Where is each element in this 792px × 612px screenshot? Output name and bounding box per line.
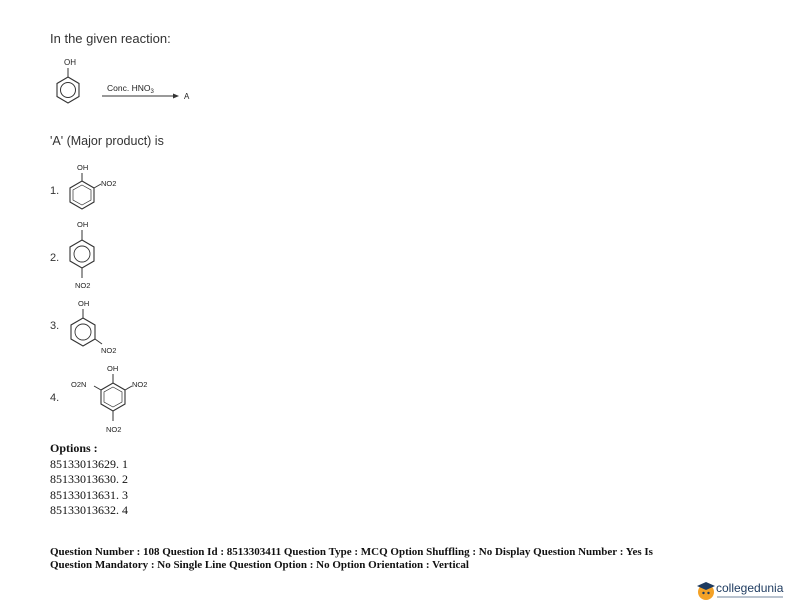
meta-line-2: Question Mandatory : No Single Line Question Option : No Option Orientation : Vertical: [50, 559, 469, 571]
option-item: 85133013630. 2: [50, 472, 128, 486]
choice-2-number: 2.: [50, 252, 60, 264]
reagent-label: Conc. $HNO_3$: [107, 83, 154, 95]
choice-1-structure: [60, 160, 140, 222]
question-meta: [50, 546, 750, 572]
option-item: 85133013629. 1: [50, 456, 128, 471]
reaction-diagram: [40, 55, 220, 125]
collegedunia-logo-icon: [695, 579, 717, 603]
choice-4-no2-right-label: NO2: [132, 380, 148, 389]
meta-line-1: Question Number : 108 Question Id : 8513303411 Question Type : MCQ Option Shuffling : No Display Question Number : Yes Is: [50, 546, 653, 558]
choice-4-o2n-label: O2N: [71, 380, 87, 389]
reactant-oh-label: OH: [64, 58, 76, 67]
choice-4-no2-bottom-label: NO2: [106, 425, 122, 434]
choice-4-number: 4.: [50, 392, 60, 404]
reactant-ring-circle: [61, 83, 76, 98]
arrow-head: [173, 94, 179, 99]
collegedunia-logo-text: collegedunia: [716, 581, 784, 595]
choice-3-oh-label: OH: [78, 299, 90, 308]
choice-1-oh-label: OH: [77, 163, 89, 172]
question-text: In the given reaction:: [50, 31, 171, 46]
choice-3-structure: [60, 296, 150, 358]
choice-4-structure: [60, 360, 180, 440]
choice-2-no2-label: NO2: [75, 281, 91, 290]
product-label: A: [184, 92, 190, 101]
option-item: 85133013631. 3: [50, 487, 128, 502]
option-item: 85133013632. 4: [50, 503, 128, 517]
choice-1-no2-label: NO2: [101, 179, 117, 188]
options-list: [50, 441, 128, 519]
logo-tagline-bar: [717, 596, 783, 598]
choice-3-no2-label: NO2: [101, 346, 117, 355]
choice-3-number: 3.: [50, 320, 60, 332]
choice-2-structure: [60, 216, 140, 291]
options-heading: Options :: [50, 441, 98, 455]
major-product-text: 'A' (Major product) is: [50, 134, 164, 148]
choice-1-number: 1.: [50, 185, 60, 197]
choice-2-oh-label: OH: [77, 220, 89, 229]
choice-4-oh-label: OH: [107, 364, 119, 373]
